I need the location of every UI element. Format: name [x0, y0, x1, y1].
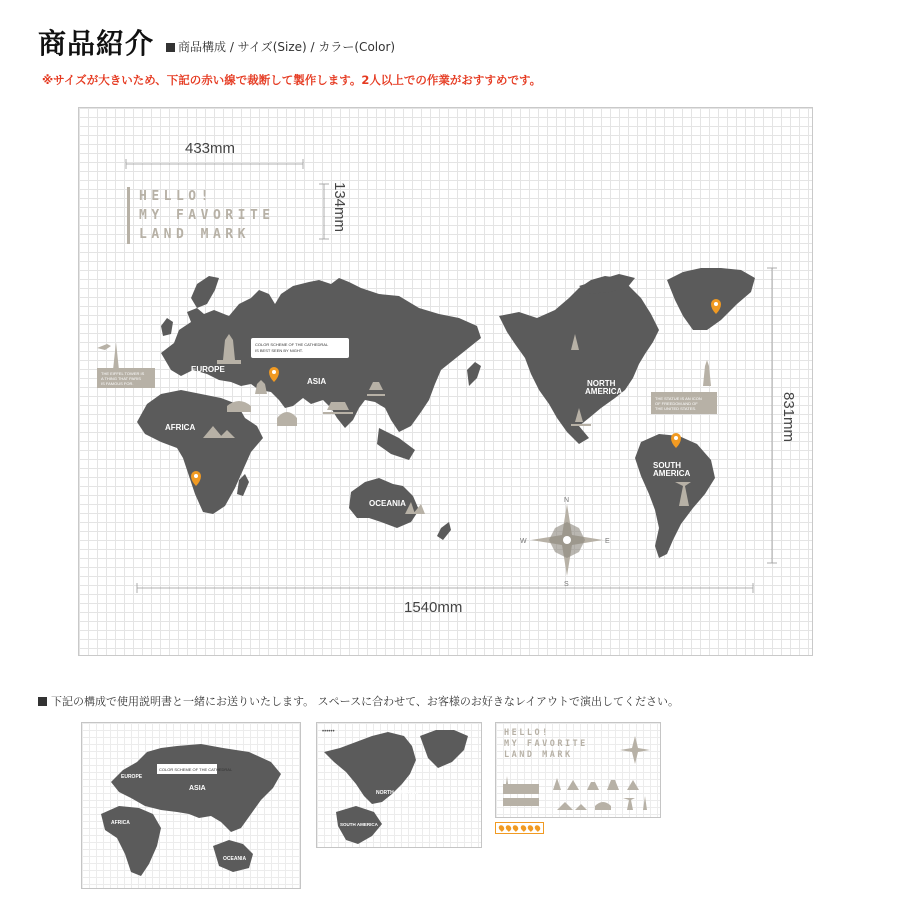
t2-dots: •••••• [322, 729, 335, 735]
pagoda-icon [607, 780, 619, 790]
colosseum-icon [595, 802, 611, 810]
liberty-note-line1: THE STATUE IS AN ICON [655, 396, 702, 401]
label-asia: ASIA [307, 377, 327, 386]
t3-line3: LAND MARK [504, 750, 573, 760]
statue-of-liberty-icon [703, 360, 711, 386]
compass-e: E [605, 538, 610, 545]
t3-line2: MY FAVORITE [504, 739, 588, 749]
t1-oceania: OCEANIA [223, 856, 247, 862]
greenland-shape [667, 268, 755, 330]
label-north-america-2: AMERICA [585, 387, 623, 396]
compass-s: S [564, 581, 569, 588]
statue-of-liberty-icon [643, 796, 647, 810]
kremlin-icon [567, 780, 579, 790]
title-width-label: 433mm [185, 140, 236, 157]
map-width-label: 1540mm [404, 599, 463, 616]
south-america-shape [635, 434, 715, 558]
label-south-america-2: AMERICA [653, 469, 691, 478]
christ-statue-icon [623, 798, 635, 810]
label-south-america-1: SOUTH [653, 461, 681, 470]
label-europe: EUROPE [191, 365, 225, 374]
pin-icon [519, 824, 527, 832]
label-north-america-1: NORTH [587, 379, 616, 388]
liberty-note-line2: OF FREEDOM AND OF [655, 401, 698, 406]
japan-shape [467, 362, 481, 386]
pin-icon [498, 824, 506, 832]
british-isles-shape [161, 318, 173, 336]
compass-star-icon [620, 736, 650, 764]
pin-icon [533, 824, 541, 832]
temple-icon [587, 782, 599, 790]
instructions-text: 下記の構成で使用説明書と一緒にお送りいたします。 スペースに合わせて、お客様のお好きなレイアウトで演出してください。 [51, 695, 679, 708]
t2-south: SOUTH AMERICA [340, 822, 378, 827]
bullet-square-icon [166, 43, 175, 52]
opera-house-icon [627, 780, 639, 790]
t1-note: COLOR SCHEME OF THE CATHEDRAL [159, 767, 233, 772]
sticker-title-line3: LAND MARK [139, 227, 250, 242]
t1-africa: AFRICA [111, 820, 130, 826]
cathedral-note-line2: IS BEST SEEN BY NIGHT. [255, 348, 303, 353]
label-oceania: OCEANIA [369, 499, 406, 508]
bullet-square-icon [38, 697, 47, 706]
title-height-label: 134mm [331, 182, 348, 233]
sticker-title-line1: HELLO! [139, 189, 213, 204]
plane-icon [97, 344, 111, 350]
pin-icon [512, 824, 520, 832]
thumbnail-landmarks [495, 722, 661, 818]
compass-rose [520, 497, 610, 588]
scandinavia-shape [191, 276, 219, 308]
pin-icon [526, 824, 534, 832]
subtitle-text: 商品構成 / サイズ(Size) / カラー(Color) [178, 40, 396, 54]
eiffel-note-line2: A THING THAT PARIS [101, 376, 141, 381]
compass-n: N [564, 497, 570, 504]
taj-mahal-icon [277, 412, 297, 426]
new-zealand-shape [437, 522, 451, 540]
eiffel-note-line1: THE EIFFEL TOWER IS [101, 371, 145, 376]
t1-europe: EUROPE [121, 774, 143, 780]
castle-icon [553, 778, 561, 790]
southeast-asia-shape [377, 428, 415, 460]
world-map [79, 108, 812, 655]
product-subtitle [166, 38, 395, 55]
label-africa: AFRICA [165, 423, 196, 432]
map-height-label: 831mm [780, 392, 797, 443]
sticker-title-line2: MY FAVORITE [139, 208, 275, 223]
eiffel-note-line3: IS FAMOUS FOR. [101, 381, 134, 386]
instructions [38, 693, 679, 709]
pin-sticker-strip [495, 822, 544, 834]
liberty-note-line3: THE UNITED STATES. [655, 406, 697, 411]
compass-w: W [520, 538, 527, 545]
t1-asia: ASIA [189, 785, 206, 792]
page-title: 商品紹介 [38, 27, 155, 60]
cathedral-note-line1: COLOR SCHEME OF THE CATHEDRAL [255, 342, 329, 347]
t3-line1: HELLO! [504, 728, 550, 738]
thumbnail-map-2 [316, 722, 482, 848]
t2-north: NORTH AMERICA [376, 790, 419, 796]
pyramids-icon [557, 802, 587, 810]
size-warning: ※サイズが大きいため、下記の赤い線で裁断して製作します。2人以上での作業がおすすめです。 [42, 73, 542, 87]
eiffel-tower-icon [111, 342, 121, 372]
thumbnail-map-1 [81, 722, 301, 889]
